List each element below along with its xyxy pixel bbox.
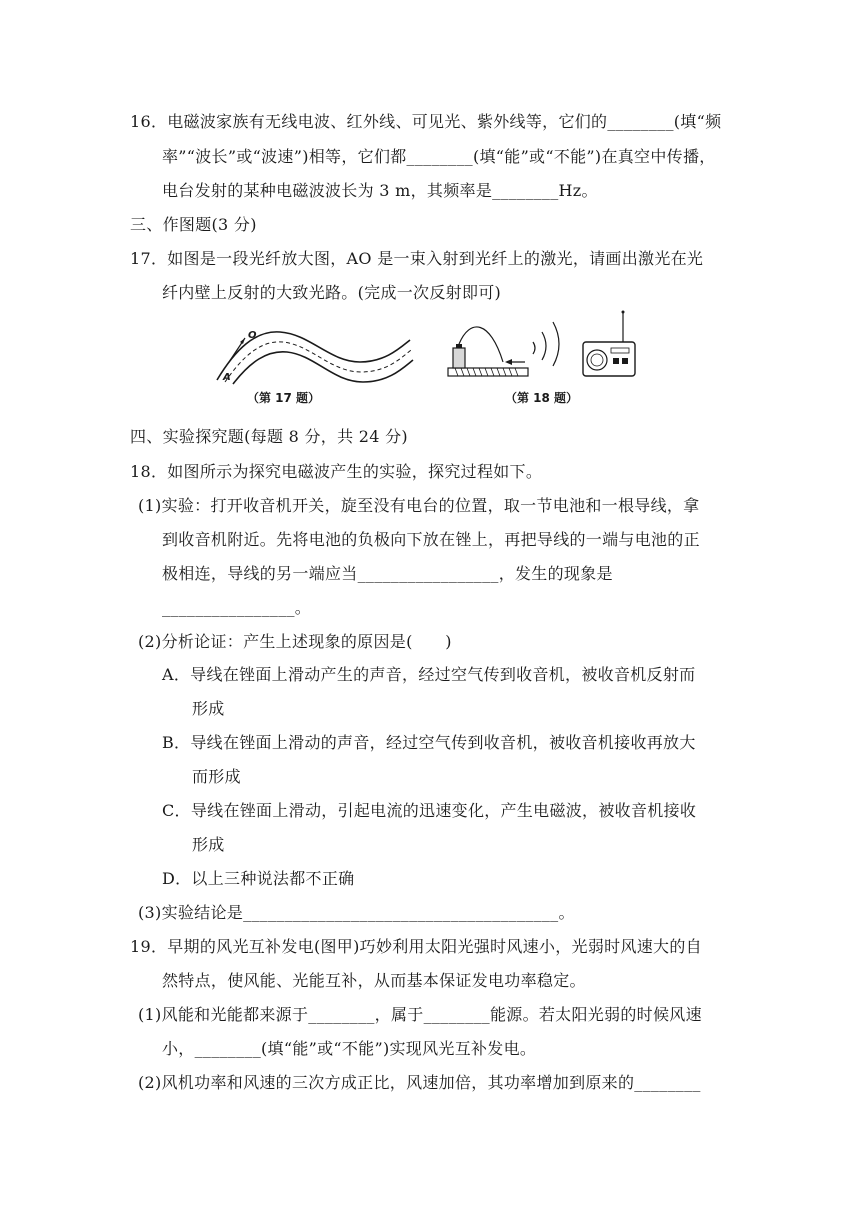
q18-part3: (3)实验结论是______________________________________。 — [138, 903, 575, 922]
q18-part1-line-4: ________________。 — [162, 598, 312, 617]
option-b-line-1: B．导线在锉面上滑动的声音，经过空气传到收音机，被收音机接收再放大 — [162, 733, 696, 752]
section-4-heading: 四、实验探究题(每题 8 分，共 24 分) — [130, 427, 408, 446]
label-a: A — [223, 372, 231, 383]
q18-part1-line-1: (1)实验：打开收音机开关，旋至没有电台的位置，取一节电池和一根导线，拿 — [138, 496, 700, 515]
q19-part1-line-2: 小，________(填“能”或“不能”)实现风光互补发电。 — [162, 1039, 537, 1058]
q18-line-1: 18．如图所示为探究电磁波产生的实验，探究过程如下。 — [130, 462, 543, 481]
q18-part2: (2)分析论证：产生上述现象的原因是( ) — [138, 632, 452, 651]
option-a-line-2: 形成 — [192, 699, 225, 718]
figure-18-apparatus — [448, 311, 635, 377]
q19-line-1: 19．早期的风光互补发电(图甲)巧妙利用太阳光强时风速小，光弱时风速大的自 — [130, 937, 702, 956]
q18-part1-line-3: 极相连，导线的另一端应当_________________，发生的现象是 — [162, 564, 613, 583]
option-c-line-1: C．导线在锉面上滑动，引起电流的迅速变化，产生电磁波，被收音机接收 — [162, 801, 697, 820]
option-a-line-1: A．导线在锉面上滑动产生的声音，经过空气传到收音机，被收音机反射而 — [162, 665, 696, 684]
figure-18-caption: （第 18 题） — [505, 391, 579, 405]
figure-17-caption: （第 17 题） — [247, 391, 321, 405]
q19-line-2: 然特点，使风能、光能互补，从而基本保证发电功率稳定。 — [162, 971, 586, 990]
figures-row — [215, 310, 655, 415]
q18-part1-line-2: 到收音机附近。先将电池的负极向下放在锉上，再把导线的一端与电池的正 — [162, 530, 700, 549]
option-d: D．以上三种说法都不正确 — [162, 869, 355, 888]
section-3-heading: 三、作图题(3 分) — [130, 215, 257, 234]
option-b-line-2: 而形成 — [192, 767, 241, 786]
q16-line-2: 率”“波长”或“波速”)相等，它们都________(填“能”或“不能”)在真空中传播， — [162, 147, 716, 166]
q16-line-3: 电台发射的某种电磁波波长为 3 m，其频率是________Hz。 — [162, 181, 598, 200]
q19-part2: (2)风机功率和风速的三次方成正比，风速加倍，其功率增加到原来的________ — [138, 1073, 701, 1092]
q17-line-1: 17．如图是一段光纤放大图，AO 是一束入射到光纤上的激光，请画出激光在光 — [130, 249, 704, 268]
q16-line-1: 16．电磁波家族有无线电波、红外线、可见光、紫外线等，它们的________(填“频 — [130, 112, 722, 131]
figure-17-fiber — [215, 310, 655, 385]
q17-line-2: 纤内壁上反射的大致光路。(完成一次反射即可) — [162, 283, 502, 302]
option-c-line-2: 形成 — [192, 835, 225, 854]
q19-part1-line-1: (1)风能和光能都来源于________，属于________能源。若太阳光弱的时候风速 — [138, 1005, 702, 1024]
label-o: O — [248, 330, 257, 341]
